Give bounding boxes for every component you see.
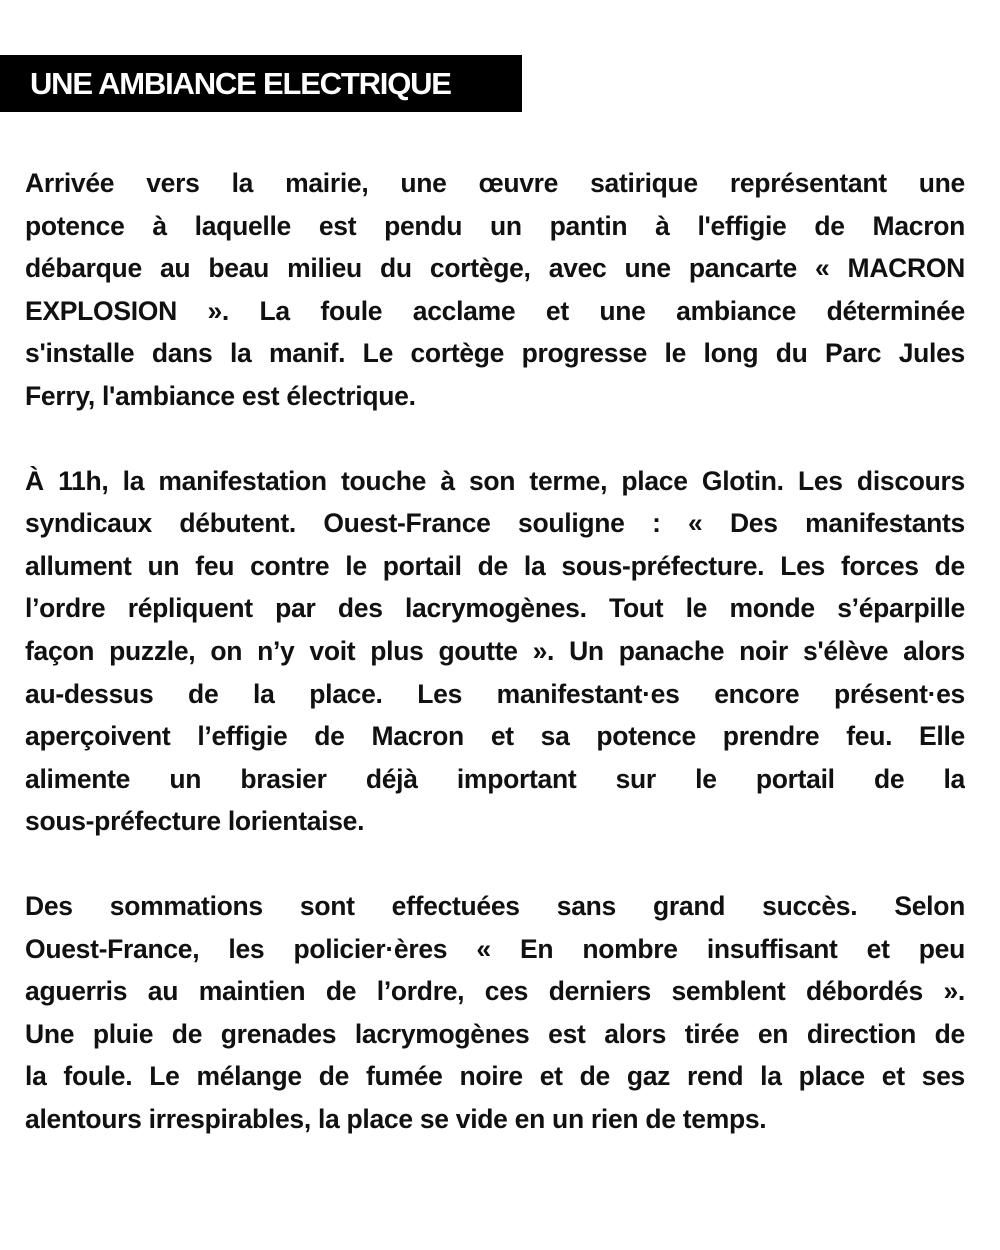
section-heading-banner [0,55,522,112]
section-heading: UNE AMBIANCE ELECTRIQUE [30,66,451,101]
text-line: syndicaux débutent. Ouest-France souligne : « Des manifestants [25,508,965,539]
text-line: potence à laquelle est pendu un pantin à l'effigie de Macron [25,210,965,241]
text-line: aguerris au maintien de l’ordre, ces derniers semblent débordés ». [25,976,965,1007]
text-line: au-dessus de la place. Les manifestant·es encore présent·es [25,678,965,709]
paragraph-1 [25,162,965,418]
text-line: Des sommations sont effectuées sans grand succès. Selon [25,890,965,921]
paragraph-2 [25,460,965,843]
text-line: l’ordre répliquent par des lacrymogènes. Tout le monde s’éparpille [25,593,965,624]
text-line: Ferry, l'ambiance est électrique. [25,380,416,411]
text-line: À 11h, la manifestation touche à son terme, place Glotin. Les discours [25,465,965,496]
text-line: aperçoivent l’effigie de Macron et sa potence prendre feu. Elle [25,721,965,752]
text-line: Ouest-France, les policier·ères « En nombre insuffisant et peu [25,933,965,964]
paragraph-3 [25,885,965,1141]
article-body [25,162,965,1182]
text-line: débarque au beau milieu du cortège, avec une pancarte « MACRON [25,253,965,284]
text-line: EXPLOSION ». La foule acclame et une ambiance déterminée [25,295,965,326]
text-line: Une pluie de grenades lacrymogènes est alors tirée en direction de [25,1018,965,1049]
text-line: sous-préfecture lorientaise. [25,806,365,837]
text-line: allument un feu contre le portail de la sous-préfecture. Les forces de [25,550,965,581]
text-line: s'installe dans la manif. Le cortège progresse le long du Parc Jules [25,338,965,369]
text-line: Arrivée vers la mairie, une œuvre satirique représentant une [25,168,965,198]
text-line: alimente un brasier déjà important sur le portail de la [25,763,965,794]
text-line: alentours irrespirables, la place se vide en un rien de temps. [25,1103,767,1134]
text-line: façon puzzle, on n’y voit plus goutte ». Un panache noir s'élève alors [25,635,965,666]
text-line: la foule. Le mélange de fumée noire et de gaz rend la place et ses [25,1061,965,1092]
